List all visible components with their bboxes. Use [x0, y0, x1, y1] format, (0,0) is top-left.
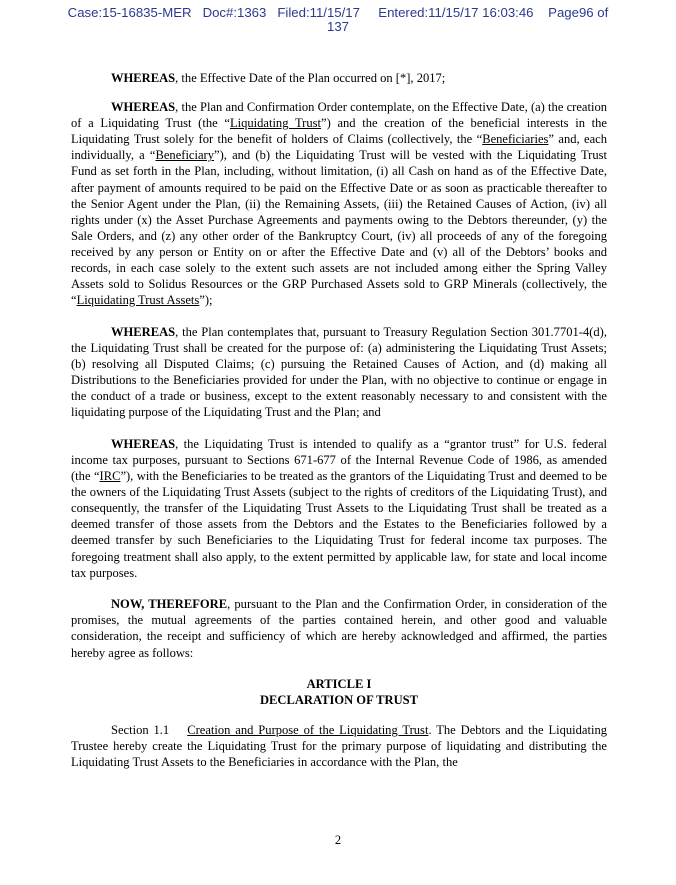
defined-term: Beneficiaries — [482, 132, 549, 147]
article-heading — [71, 676, 607, 708]
page-label: Page96 of — [548, 5, 609, 20]
recital-text: ”), with the Beneficiaries to be treated as the grantors of the Liquidating Trust and deemed to be the owners of the Liquidating Trust Assets (subject to the rights of creditors of the Liquidating Trust), and consequently, the transfer of the Liquidating Trust Assets to the Liquidating Trust shall be treated as a deemed transfer of those assets from the Debtors and the Estates to the Beneficiaries followed by a deemed transfer by such Beneficiaries to the Liquidating Trust for federal income tax purposes. The foregoing treatment shall also apply, to the extent permitted by applicable law, for state and local income tax purposes. — [71, 469, 607, 580]
page-total: 137 — [326, 19, 349, 34]
case-number: Case:15-16835-MER — [67, 5, 192, 20]
recital-text: ”) and the creation of the beneficial interests in the Liquidating Trust solely for the benefit of holders of Claims (collectively, the “ — [71, 116, 607, 147]
defined-term: Liquidating Trust — [229, 116, 321, 131]
ecf-header-line1 — [0, 6, 676, 20]
ecf-header — [0, 6, 676, 34]
recital-text: , pursuant to the Plan and the Confirmation Order, in consideration of the promises, the mutual agreements of the parties contained herein, and other good and valuable consideration, the receipt and sufficiency of which are hereby acknowledged and affirmed, the parties hereby agree as follows: — [71, 597, 607, 660]
recital-liquidating-trust — [71, 99, 607, 308]
section-text: . The Debtors and the Liquidating Trustee hereby create the Liquidating Trust for the primary purpose of liquidating and distributing the Liquidating Trust Assets to the Beneficiaries in accordance with the Plan, the — [71, 723, 607, 770]
recital-text: , the Plan and Confirmation Order contemplate, on the Effective Date, (a) the creation of a Liquidating Trust (the “ — [71, 100, 607, 131]
recital-lead: NOW, THEREFORE — [111, 597, 228, 612]
recital-effective-date — [71, 70, 607, 86]
entered-date: Entered:11/15/17 16:03:46 — [378, 5, 534, 20]
recital-text: , the Liquidating Trust is intended to qualify as a “grantor trust” for U.S. federal income tax purposes, pursuant to Sections 671-677 of the Internal Revenue Code of 1986, as amended (the “ — [71, 436, 607, 484]
section-heading: Creation and Purpose of the Liquidating Trust — [187, 723, 429, 738]
recital-text: ”), and (b) the Liquidating Trust will be vested with the Liquidating Trust Fund as set forth in the Plan, including, without limitation, (i) all Cash on hand as of the Effective Date, after payment of amounts required to be paid on the Effective Date or as soon as practicable thereafter to the Senior Agent under the Plan, (ii) the Remaining Assets, (iii) the Retained Causes of Action, (iv) all rights under (x) the Asset Purchase Agreements and payments owing to the Debtors thereunder, (y) the Sale Orders, and (z) any other order of the Bankruptcy Court, (iv) all proceeds of any of the foregoing received by any person or Entity on or after the Effective Date and (v) all of the Debtors’ books and records, in each case solely to the extent such assets are not included among either the Spring Valley Assets sold to Solidus Resources or the GRP Purchased Assets sold to GRP Minerals (collectively, the “ — [71, 148, 608, 308]
recital-lead: WHEREAS — [111, 436, 176, 451]
filed-date: Filed:11/15/17 — [277, 5, 360, 20]
recital-grantor-trust — [71, 436, 607, 581]
recital-lead: WHEREAS — [111, 71, 176, 85]
defined-term: Liquidating Trust Assets — [76, 293, 200, 308]
page-number: 2 — [334, 833, 342, 847]
recital-text: , the Plan contemplates that, pursuant to Treasury Regulation Section 301.7701-4(d), the Liquidating Trust shall be created for the purpose of: (a) administering the Liquidating Trust Assets; (b) resolving all Disputed Claims; (c) pursuing the Retained Causes of Action, and (d) making all Distributions to the Beneficiaries provided for under the Plan, with no objective to continue or engage in the conduct of a trade or business, except to the extent reasonably necessary to and consistent with the liquidating purpose of the Liquidating Trust and the Plan; and — [71, 324, 607, 420]
recital-text: ”); — [199, 293, 213, 308]
defined-term: Beneficiary — [155, 148, 215, 163]
recital-purpose — [71, 324, 607, 421]
now-therefore-clause — [71, 596, 607, 660]
article-number: ARTICLE I — [306, 677, 372, 692]
recital-lead: WHEREAS — [111, 100, 176, 115]
recital-text: , the Effective Date of the Plan occurred on [*], 2017; — [175, 71, 446, 85]
document-body — [71, 70, 607, 786]
section-number: Section 1.1 — [111, 723, 170, 738]
recital-lead: WHEREAS — [111, 324, 176, 339]
section-1-1 — [71, 722, 607, 770]
article-title: DECLARATION OF TRUST — [259, 693, 419, 708]
defined-term: IRC — [99, 469, 121, 484]
doc-number: Doc#:1363 — [202, 5, 267, 20]
recital-text: ” and, each individually, a “ — [71, 132, 608, 163]
